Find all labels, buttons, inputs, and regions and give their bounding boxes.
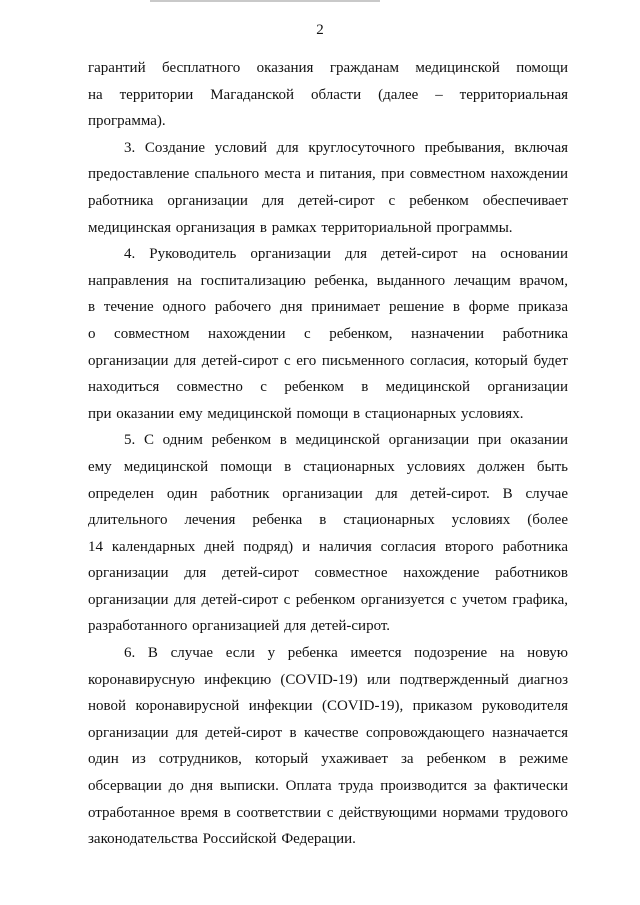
text-line: коронавирусную инфекцию (COVID-19) или подтвержденный диагноз <box>88 671 568 688</box>
text-line: 6. В случае если у ребенка имеется подозрение на новую <box>124 645 568 662</box>
text-line: направления на госпитализацию ребенка, выданного лечащим врачом, <box>88 272 568 289</box>
page-number: 2 <box>316 22 324 38</box>
text-line: организации для детей-сирот с его письменного согласия, который будет <box>88 352 568 369</box>
text-line: на территории Магаданской области (далее – территориальная <box>88 86 568 103</box>
text-line: предоставление спального места и питания, при совместном нахождении <box>88 166 568 183</box>
paragraph-item-4 <box>88 241 568 427</box>
text-line: обсервации до дня выписки. Оплата труда производится за фактически <box>88 778 568 795</box>
text-line: 14 календарных дней подряд) и наличия согласия второго работника <box>88 538 568 555</box>
text-line: о совместном нахождении с ребенком, назначении работника <box>88 325 568 342</box>
text-line: в течение одного рабочего дня принимает решение в форме приказа <box>88 299 568 316</box>
paragraph-item-6 <box>88 640 568 853</box>
text-line: 3. Создание условий для круглосуточного пребывания, включая <box>124 139 568 156</box>
text-line: 5. С одним ребенком в медицинской организации при оказании <box>124 432 568 449</box>
text-line: организации для детей-сирот с ребенком организуется с учетом графика, <box>88 591 568 608</box>
text-line: законодательства Российской Федерации. <box>88 831 356 848</box>
text-line: программа). <box>88 113 166 130</box>
text-line: организации для детей-сирот в качестве сопровождающего назначается <box>88 724 568 741</box>
text-line: отработанное время в соответствии с действующими нормами трудового <box>88 804 568 821</box>
text-line: ему медицинской помощи в стационарных условиях должен быть <box>88 458 568 475</box>
text-line: гарантий бесплатного оказания гражданам медицинской помощи <box>88 60 568 76</box>
paragraph-item-5 <box>88 427 568 640</box>
text-line: новой коронавирусной инфекции (COVID-19), приказом руководителя <box>88 698 568 715</box>
text-line: находиться совместно с ребенком в медицинской организации <box>88 379 568 396</box>
text-line: 4. Руководитель организации для детей-сирот на основании <box>124 246 568 263</box>
text-line: определен один работник организации для детей-сирот. В случае <box>88 485 568 502</box>
text-line: при оказании ему медицинской помощи в стационарных условиях. <box>88 405 524 422</box>
paragraph-continuation <box>88 55 568 135</box>
text-line: один из сотрудников, который ухаживает за ребенком в режиме <box>88 751 568 768</box>
scan-top-edge <box>150 0 380 2</box>
text-line: медицинская организация в рамках территориальной программы. <box>88 219 513 236</box>
document-body <box>88 55 568 853</box>
text-line: длительного лечения ребенка в стационарных условиях (более <box>88 512 568 529</box>
text-line: разработанного организацией для детей-сирот. <box>88 618 391 635</box>
text-line: организации для детей-сирот совместное нахождение работников <box>88 565 568 582</box>
text-line: работника организации для детей-сирот с ребенком обеспечивает <box>88 192 568 209</box>
paragraph-item-3 <box>88 135 568 241</box>
